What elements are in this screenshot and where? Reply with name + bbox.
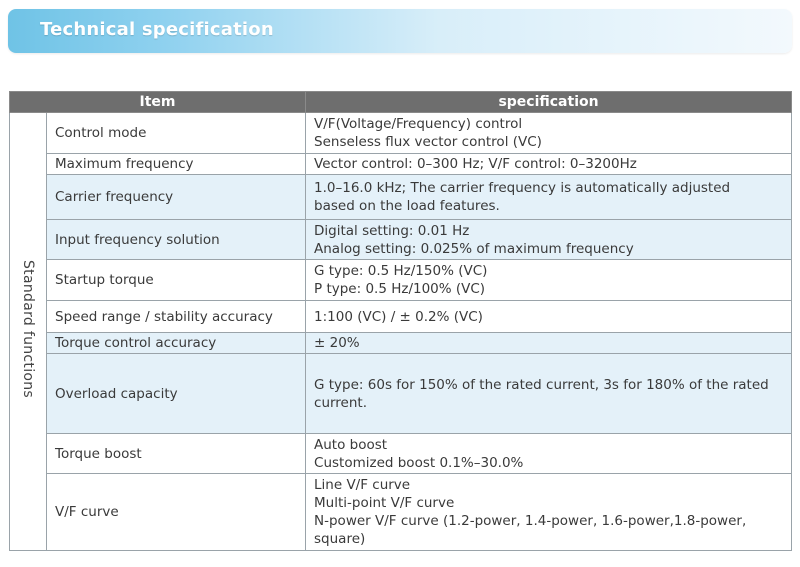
spec-cell — [306, 301, 792, 333]
section-title: Technical specification — [40, 19, 274, 40]
table-row — [10, 301, 792, 333]
spec-cell — [306, 154, 792, 175]
spec-line: 1:100 (VC) / ± 0.2% (VC) — [314, 308, 483, 325]
item-cell: Overload capacity — [47, 354, 306, 434]
spec-cell — [306, 113, 792, 154]
table-row — [10, 260, 792, 301]
item-cell: Startup torque — [47, 260, 306, 301]
item-cell: Carrier frequency — [47, 175, 306, 220]
spec-line: current. — [314, 394, 368, 411]
spec-line: 1.0–16.0 kHz; The carrier frequency is automatically adjusted — [314, 180, 731, 196]
spec-line: Analog setting: 0.025% of maximum frequency — [314, 240, 634, 257]
spec-line: P type: 0.5 Hz/100% (VC) — [314, 281, 486, 297]
section-banner — [8, 9, 792, 53]
spec-line: Vector control: 0–300 Hz; V/F control: 0–3200Hz — [314, 156, 637, 172]
group-label: Standard functions — [20, 259, 36, 399]
spec-cell — [306, 474, 792, 551]
table-row — [10, 474, 792, 551]
spec-line: G type: 0.5 Hz/150% (VC) — [314, 263, 488, 279]
spec-cell — [306, 434, 792, 474]
table-row — [10, 154, 792, 175]
table-row — [10, 175, 792, 220]
spec-line: Senseless flux vector control (VC) — [314, 134, 542, 150]
spec-line: V/F(Voltage/Frequency) control — [314, 116, 523, 132]
item-cell: Maximum frequency — [47, 154, 306, 175]
spec-line: Multi-point V/F curve — [314, 495, 455, 511]
table-row — [10, 354, 792, 434]
header-specification: specification — [306, 92, 792, 113]
item-cell: V/F curve — [47, 474, 306, 551]
spec-line: Customized boost 0.1%–30.0% — [314, 454, 524, 471]
spec-line: G type: 60s for 150% of the rated current, 3s for 180% of the rated — [314, 376, 769, 393]
spec-line: based on the load features. — [314, 198, 500, 214]
spec-line: Digital setting: 0.01 Hz — [314, 222, 470, 239]
table-header-row — [10, 92, 792, 113]
spec-cell — [306, 220, 792, 260]
table-row — [10, 434, 792, 474]
spec-cell — [306, 175, 792, 220]
table-row — [10, 113, 792, 154]
spec-cell — [306, 354, 792, 434]
item-cell: Torque control accuracy — [47, 333, 306, 354]
item-cell: Control mode — [47, 113, 306, 154]
spec-cell — [306, 333, 792, 354]
spec-line: N-power V/F curve (1.2-power, 1.4-power, 1.6-power,1.8-power, — [314, 513, 747, 529]
table-row — [10, 220, 792, 260]
group-cell — [10, 113, 47, 551]
spec-line: Auto boost — [314, 436, 388, 453]
item-cell: Speed range / stability accuracy — [47, 301, 306, 333]
header-item: Item — [10, 92, 306, 113]
spec-table — [9, 91, 792, 551]
spec-line: ± 20% — [314, 335, 360, 351]
item-cell: Torque boost — [47, 434, 306, 474]
spec-line: Line V/F curve — [314, 477, 411, 493]
spec-line: square) — [314, 531, 366, 547]
table-row — [10, 333, 792, 354]
spec-cell — [306, 260, 792, 301]
item-cell: Input frequency solution — [47, 220, 306, 260]
